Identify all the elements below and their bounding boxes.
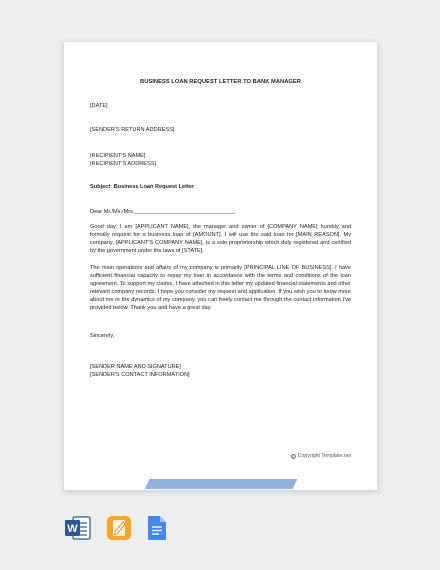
pages-icon[interactable] [105, 515, 133, 541]
body-paragraph-2: The main operations and affairs of my company is primarily [PRINCIPAL LINE OF BUSINESS]. I have sufficient financial capacity to repay my loan in accordance with the terms and conditions of the loan agreement. To support my claims, I have attached in this letter my updated financial statements and other relevant company records. I hope you consider my request and application. If you wish you to know more about me or the dynamics of my company, you can freely contact me through the contact information I've provided below. Thank you and have a great day. [90, 265, 351, 312]
blue-ribbon-decoration [145, 479, 298, 489]
letter-document [64, 42, 377, 490]
copyright-text: Copyright Template.net [297, 453, 351, 459]
signature-line: [SENDER NAME AND SIGNATURE] [90, 364, 181, 370]
sender-address-line: [SENDER'S RETURN ADDRESS] [90, 127, 175, 133]
copyright-icon: © [291, 454, 295, 459]
word-icon[interactable] [64, 515, 92, 541]
google-docs-icon[interactable] [146, 515, 168, 541]
contact-info-line: [SENDER'S CONTACT INFORMATION] [90, 372, 190, 378]
recipient-name-line: [RECIPIENT'S NAME] [90, 153, 146, 159]
body-paragraph-1: Good day. I am [APPLICANT NAME], the manager and owner of [COMPANY NAME] humbly and formally request for a business loan of [AMOUNT]. I will use the said loan for [MAIN REASON]. My company, [APPLICANT'S COMPANY NAME], is a sole proprietorship which duly registered and certified by the government under the laws of [STATE]. [90, 224, 351, 255]
app-format-icons [64, 515, 168, 541]
copyright-notice [291, 453, 351, 459]
recipient-address-line: [RECIPIENT'S ADDRESS] [90, 161, 157, 167]
salutation-line: Dear Mr./Ms./Mrs.________________________________, [90, 209, 236, 215]
document-title: BUSINESS LOAN REQUEST LETTER TO BANK MANAGER [140, 79, 301, 85]
word-icon-letter: W [67, 523, 78, 536]
date-line: [DATE] [90, 103, 108, 109]
subject-line: Subject: Business Loan Request Letter [90, 184, 195, 190]
closing-line: Sincerely, [90, 333, 115, 339]
